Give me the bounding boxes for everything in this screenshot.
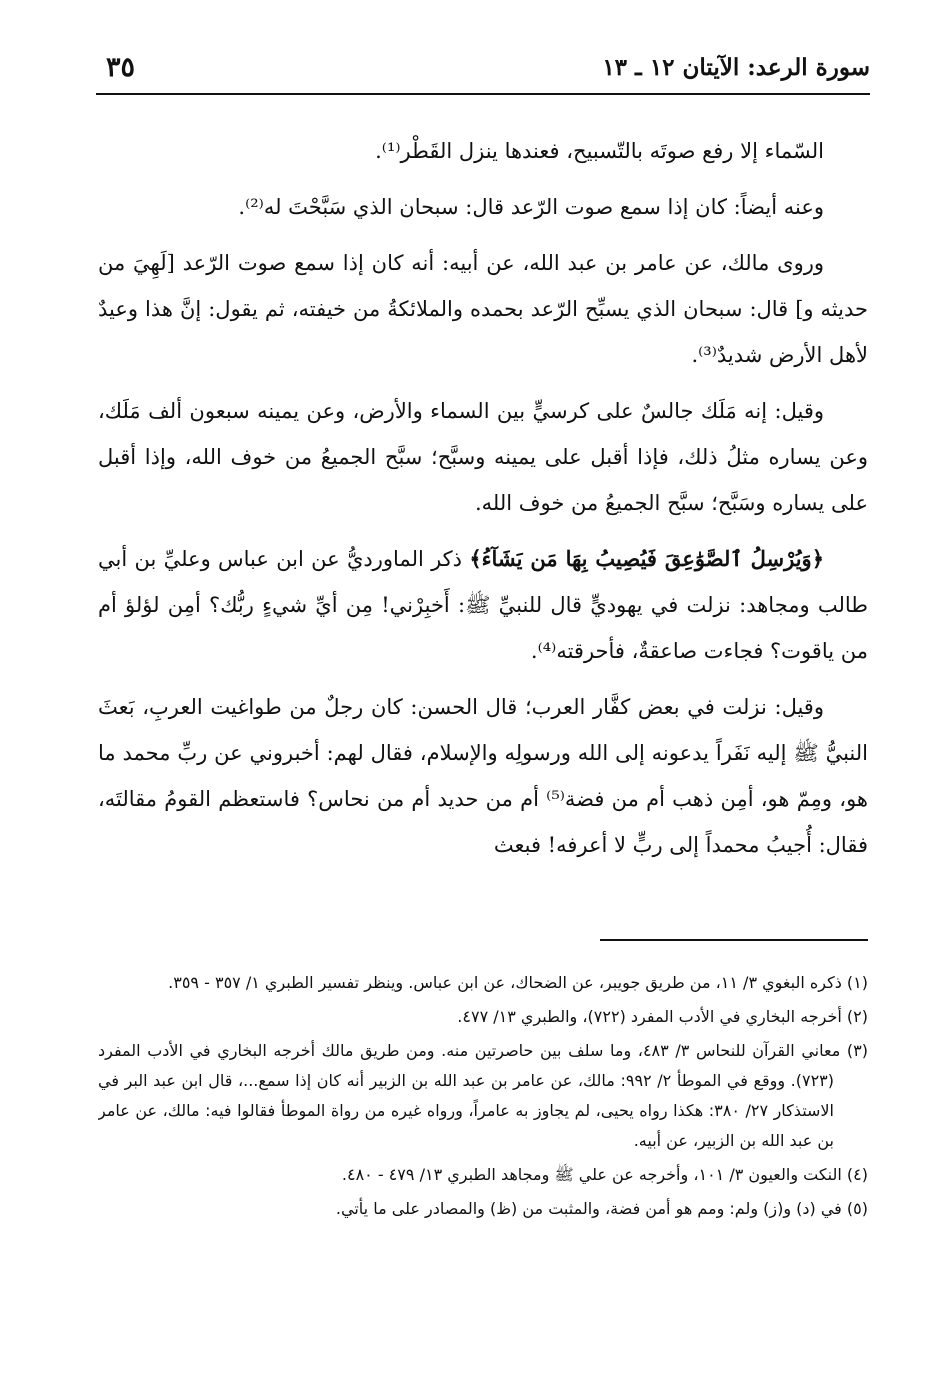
header-divider <box>96 93 870 95</box>
footnote: (٥) في (د) و(ز) ولم: ومم هو أمن فضة، والمثبت من (ظ) والمصادر على ما يأتي. <box>335 1199 868 1218</box>
paragraph: وقيل: نزلت في بعض كفَّار العرب؛ قال الحسن: كان رجلٌ من طواغيت العربِ، بَعثَ النبيُّ ﷺ إليه نَفَراً يدعونه إلى الله ورسولِه والإسلام، فقال لهم: أخبروني عن ربِّ محمد ما هو، ومِمّ هو، أمِن ذهب أم من فضة⁽⁵⁾ أم من حديد أم من نحاس؟ فاستعظم القومُ مقالتَه، فقال: أُجيبُ محمداً إلى ربٍّ لا أعرفه! فبعث <box>98 695 868 857</box>
footnote: (٤) النكت والعيون ٣/ ١٠١، وأخرجه عن علي ﷺ ومجاهد الطبري ١٣/ ٤٧٩ - ٤٨٠. <box>341 1165 868 1184</box>
paragraph: وروى مالك، عن عامر بن عبد الله، عن أبيه: أنه كان إذا سمع صوت الرّعد [لَهِيَ من حديثه و] قال: سبحان الذي يسبِّح الرّعد بحمده والملائكةُ من خيفته، ثم يقول: إنَّ هذا وعيدٌ لأهل الأرض شديدٌ⁽³⁾. <box>98 251 868 367</box>
paragraph: السّماء إلا رفع صوتَه بالتّسبيح، فعندها ينزل القَطْر⁽¹⁾. <box>375 139 824 163</box>
surah-title: سورة الرعد: الآيتان ١٢ ـ ١٣ <box>602 54 870 81</box>
page-number: ٣٥ <box>106 52 136 83</box>
footnotes <box>98 968 868 1308</box>
quran-commentary: ذكر الماورديُّ عن ابن عباس وعليِّ بن أبي طالب ومجاهد: نزلت في يهوديٍّ قال للنبيِّ ﷺ: أَخبِرْني! مِن أيِّ شيءٍ ربُّك؟ أمِن لؤلؤ أم من ياقوت؟ فجاءت صاعقةٌ، فأحرقته⁽⁴⁾. <box>98 547 868 663</box>
quran-paragraph <box>98 536 868 674</box>
quran-verse: ﴿وَيُرْسِلُ ٱلصَّوَٰعِقَ فَيُصِيبُ بِهَا مَن يَشَآءُ﴾ <box>469 546 824 571</box>
main-text <box>98 128 868 928</box>
running-header <box>96 50 870 92</box>
paragraph: وقيل: إنه مَلَك جالسٌ على كرسيٍّ بين السماء والأرض، وعن يمينه سبعون ألف مَلَك، وعن يساره مثلُ ذلك، فإذا أقبل على يمينه وسبَّح؛ سبَّح الجميعُ من خوف الله، وإذا أقبل على يساره وسَبَّح؛ سبَّح الجميعُ من خوف الله. <box>98 399 868 515</box>
paragraph: وعنه أيضاً: كان إذا سمع صوت الرّعد قال: سبحان الذي سَبَّحْتَ له⁽²⁾. <box>238 195 824 219</box>
footnote: (١) ذكره البغوي ٣/ ١١، من طريق جويبر، عن الضحاك، عن ابن عباس. وينظر تفسير الطبري ١/ ٣٥٧ - ٣٥٩. <box>168 973 868 992</box>
footnote: (٣) معاني القرآن للنحاس ٣/ ٤٨٣، وما سلف بين حاصرتين منه. ومن طريق مالك أخرجه البخاري في الأدب المفرد (٧٢٣). ووقع في الموطأ ٢/ ٩٩٢: مالك، عن عامر بن عبد الله بن الزبير أنه كان إذا سمع...، قال ابن عبد البر في الاستذكار ٢٧/ ٣٨٠: هكذا رواه يحيى، لم يجاوز به عامراً، ورواه غيره من رواة الموطأ فقالوا فيه: مالك، عن عامر بن عبد الله بن الزبير، عن أبيه. <box>98 1041 868 1150</box>
footnote: (٢) أخرجه البخاري في الأدب المفرد (٧٢٢)، والطبري ١٣/ ٤٧٧. <box>457 1007 868 1026</box>
footnote-divider <box>600 939 868 941</box>
